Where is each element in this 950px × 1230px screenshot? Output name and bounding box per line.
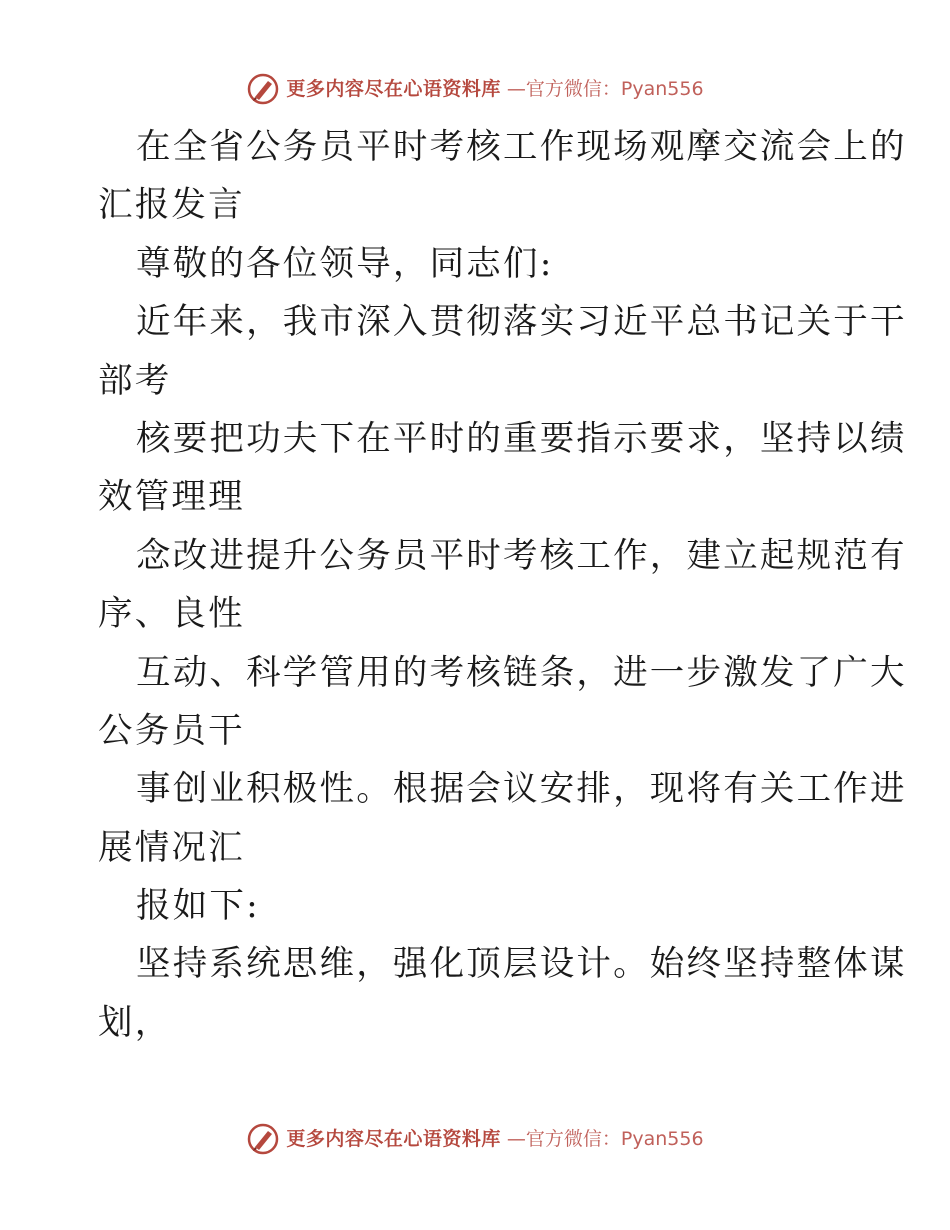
header-watermark [0,72,950,106]
footer-watermark [0,1122,950,1156]
document-body [98,118,907,1052]
doc-line: 序、良性 [98,594,245,635]
doc-line: 近年来，我市深入贯彻落实习近平总书记关于干 [136,302,907,343]
doc-line: 报如下: [136,886,260,927]
doc-line: 事创业积极性。根据会议安排，现将有关工作进 [136,769,907,810]
watermark-brand: 更多内容尽在心语资料库 [286,1128,501,1150]
pen-logo-icon [246,72,280,106]
doc-line: 互动、科学管用的考核链条，进一步激发了广大 [136,652,907,693]
pen-logo-icon [246,1122,280,1156]
doc-line: 汇报发言 [98,185,245,226]
doc-line: 核要把功夫下在平时的重要指示要求，坚持以绩 [136,418,907,459]
doc-line: 坚持系统思维，强化顶层设计。始终坚持整体谋 [136,944,907,985]
doc-line: 念改进提升公务员平时考核工作，建立起规范有 [136,535,907,576]
watermark-wechat: —官方微信：Pyan556 [506,1128,704,1150]
doc-line: 部考 [98,360,172,401]
doc-line: 在全省公务员平时考核工作现场观摩交流会上的 [136,127,907,167]
doc-line: 公务员干 [98,710,245,751]
watermark-brand: 更多内容尽在心语资料库 [286,78,501,100]
doc-line: 尊敬的各位领导，同志们: [136,243,554,284]
doc-line: 效管理理 [98,477,245,518]
watermark-wechat: —官方微信：Pyan556 [506,78,704,100]
doc-line: 划， [98,1002,172,1043]
doc-line: 展情况汇 [98,827,245,868]
